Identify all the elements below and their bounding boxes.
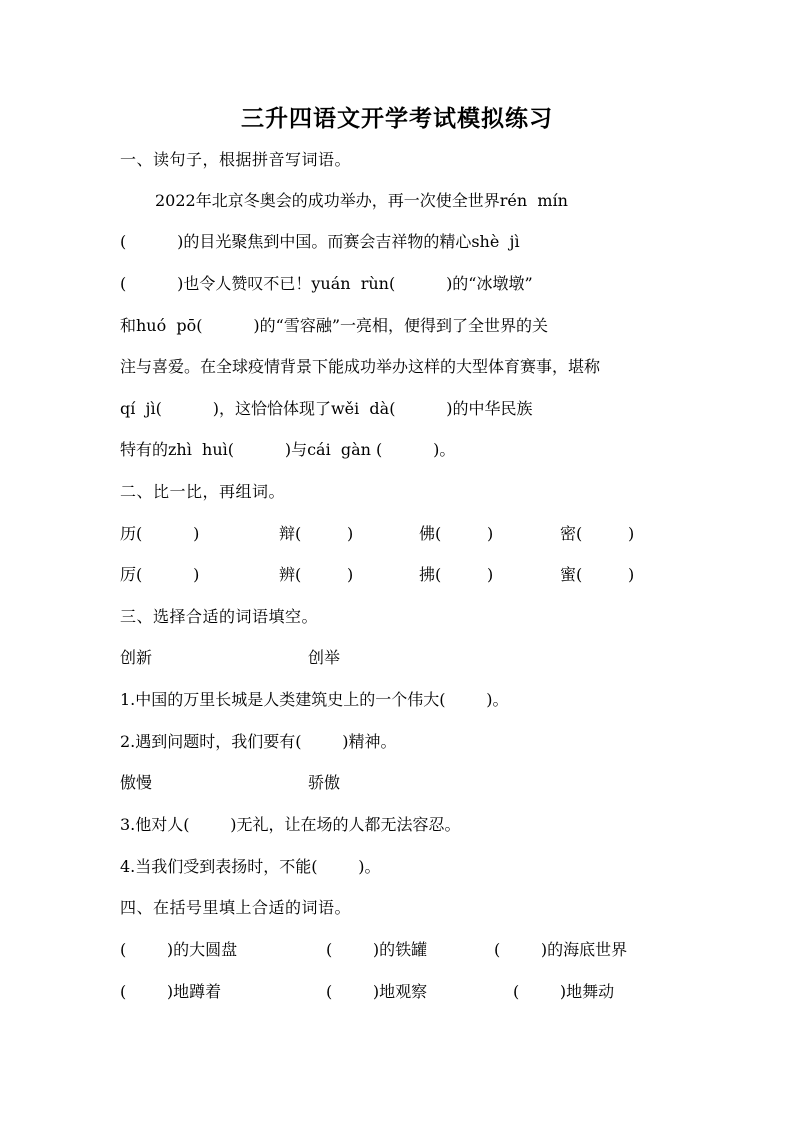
word-choice-1a: 创新: [120, 648, 153, 667]
question-3: 3.他对人( )无礼，让在场的人都无法容忍。: [120, 815, 461, 834]
passage-line-2: ( )的目光聚焦到中国。而赛会吉祥物的精心shè jì: [120, 232, 520, 251]
passage-line-1: 2022年北京冬奥会的成功举办，再一次使全世界rén mín: [155, 191, 568, 210]
fill-phrase-3b: ( )地舞动: [513, 982, 615, 1001]
compare-word-1b: 厉( ): [120, 565, 200, 584]
compare-word-3b: 拂( ): [419, 565, 494, 584]
fill-phrase-2b: ( )地观察: [326, 982, 428, 1001]
page-title: 三升四语文开学考试模拟练习: [241, 105, 553, 132]
compare-word-4b: 蜜( ): [560, 565, 635, 584]
word-choice-1b: 创举: [308, 648, 341, 667]
compare-word-4a: 密( ): [560, 524, 635, 543]
question-2: 2.遇到问题时，我们要有( )精神。: [120, 732, 397, 751]
compare-word-1a: 历( ): [120, 524, 200, 543]
fill-phrase-3a: ( )的海底世界: [494, 940, 628, 959]
section-1-heading: 一、读句子，根据拼音写词语。: [120, 150, 352, 169]
compare-word-2a: 辩( ): [279, 524, 354, 543]
question-1: 1.中国的万里长城是人类建筑史上的一个伟大( )。: [120, 690, 509, 709]
fill-phrase-2a: ( )的铁罐: [326, 940, 428, 959]
section-2-heading: 二、比一比，再组词。: [120, 482, 286, 501]
word-choice-2a: 傲慢: [120, 773, 153, 792]
compare-word-3a: 佛( ): [419, 524, 494, 543]
section-3-heading: 三、选择合适的词语填空。: [120, 607, 319, 626]
fill-phrase-1b: ( )地蹲着: [120, 982, 222, 1001]
fill-phrase-1a: ( )的大圆盘: [120, 940, 238, 959]
section-4-heading: 四、在括号里填上合适的词语。: [120, 898, 352, 917]
passage-line-4: 和huó pō( )的“雪容融”一亮相，便得到了全世界的关: [120, 316, 548, 335]
question-4: 4.当我们受到表扬时，不能( )。: [120, 857, 381, 876]
compare-word-2b: 辨( ): [279, 565, 354, 584]
passage-line-6: qí jì( )，这恰恰体现了wěi dà( )的中华民族: [120, 399, 533, 418]
passage-line-7: 特有的zhì huì( )与cái gàn ( )。: [120, 440, 456, 459]
word-choice-2b: 骄傲: [308, 773, 341, 792]
passage-line-5: 注与喜爱。在全球疫情背景下能成功举办这样的大型体育赛事，堪称: [120, 357, 601, 376]
passage-line-3: ( )也令人赞叹不已！yuán rùn( )的“冰墩墩”: [120, 274, 533, 293]
